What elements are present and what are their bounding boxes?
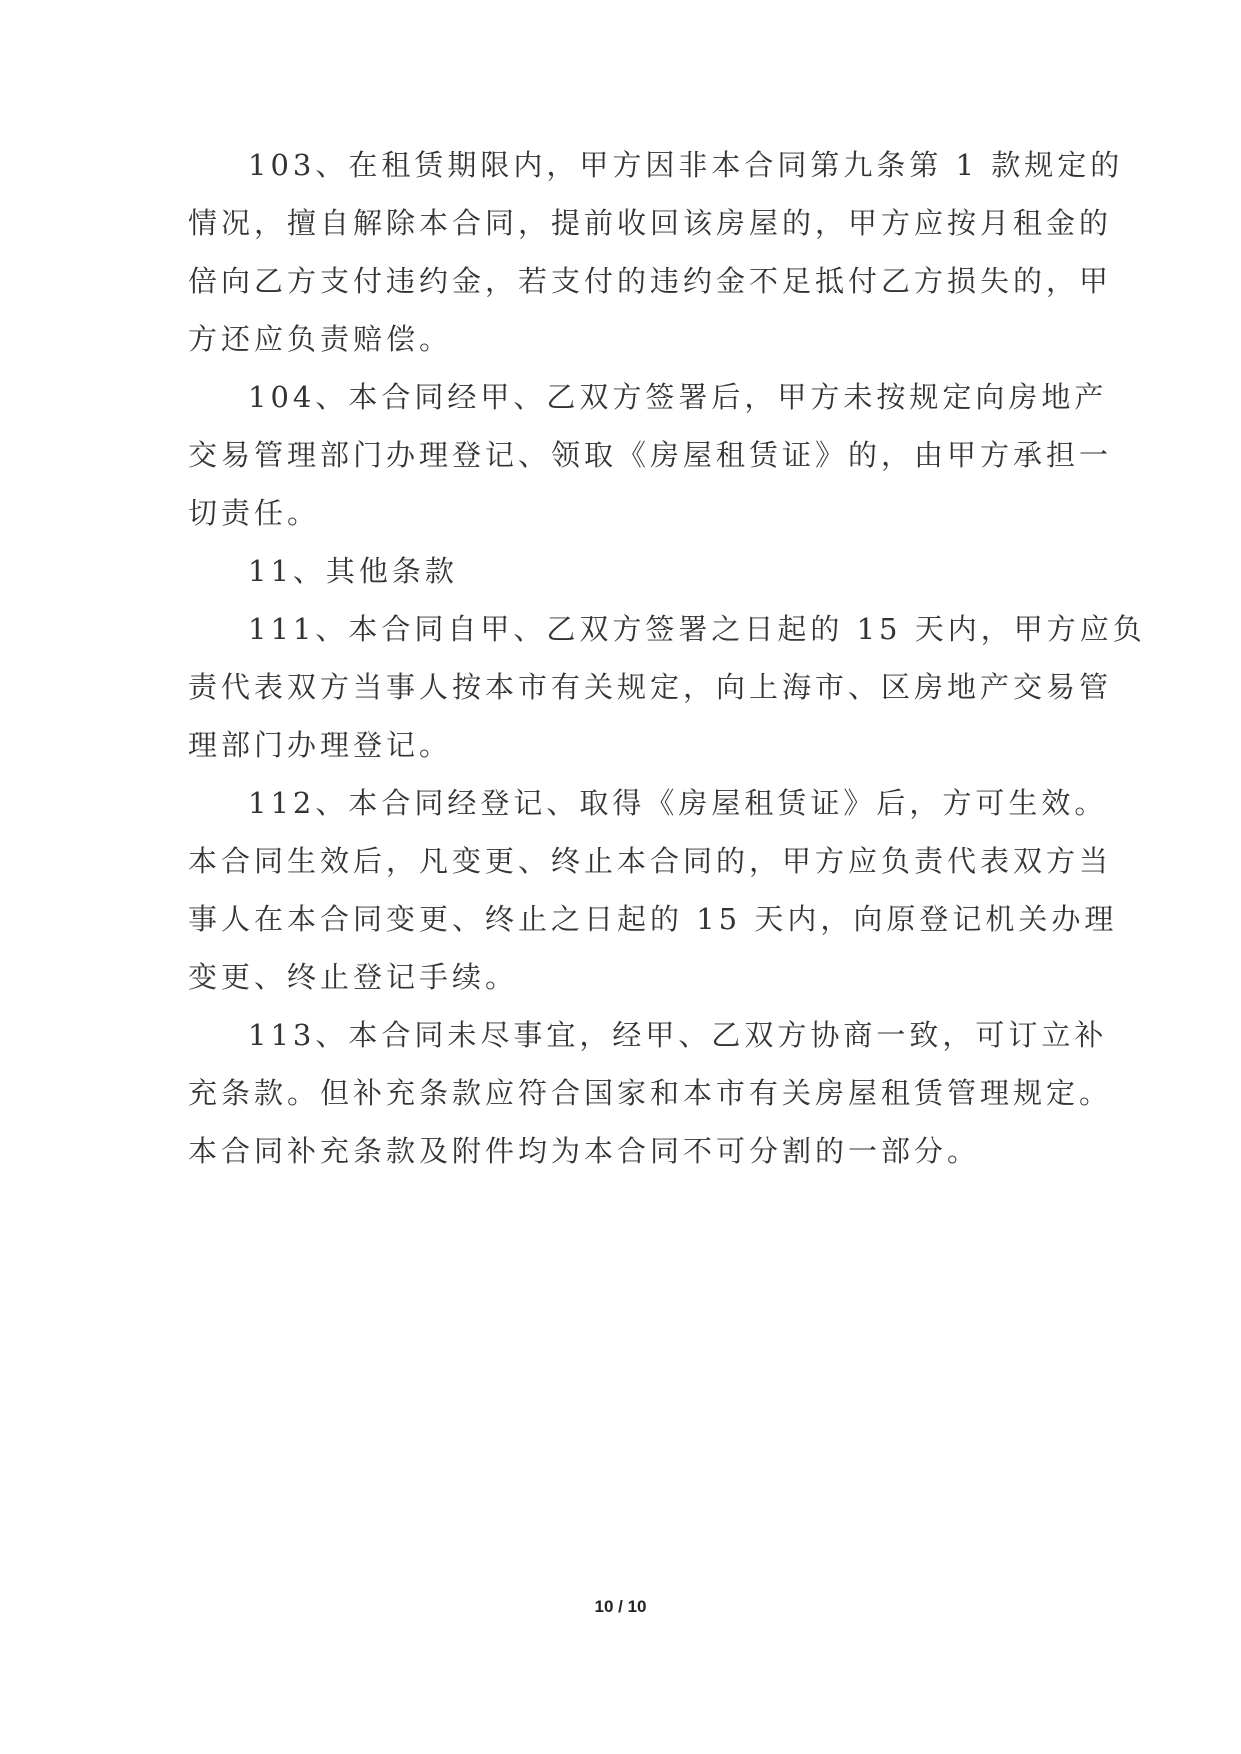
- paragraph-line: 责代表双方当事人按本市有关规定，向上海市、区房地产交易管: [188, 670, 1113, 704]
- paragraph-line: 本合同补充条款及附件均为本合同不可分割的一部分。: [188, 1134, 981, 1168]
- paragraph-line: 111、本合同自甲、乙双方签署之日起的 15 天内，甲方应负: [248, 612, 1146, 646]
- paragraph-line: 充条款。但补充条款应符合国家和本市有关房屋租赁管理规定。: [188, 1076, 1113, 1110]
- section-heading: 11、其他条款: [248, 554, 458, 588]
- paragraph-line: 情况，擅自解除本合同，提前收回该房屋的，甲方应按月租金的: [188, 206, 1113, 240]
- paragraph-line: 理部门办理登记。: [188, 728, 453, 762]
- paragraph-line: 倍向乙方支付违约金，若支付的违约金不足抵付乙方损失的，甲: [188, 264, 1113, 298]
- paragraph-line: 方还应负责赔偿。: [188, 322, 453, 356]
- paragraph-line: 切责任。: [188, 496, 321, 530]
- paragraph-line: 103、在租赁期限内，甲方因非本合同第九条第 1 款规定的: [248, 148, 1124, 182]
- paragraph-line: 104、本合同经甲、乙双方签署后，甲方未按规定向房地产: [248, 380, 1108, 414]
- paragraph-line: 本合同生效后，凡变更、终止本合同的，甲方应负责代表双方当: [188, 844, 1113, 878]
- paragraph-line: 112、本合同经登记、取得《房屋租赁证》后，方可生效。: [248, 786, 1108, 820]
- paragraph-line: 交易管理部门办理登记、领取《房屋租赁证》的，由甲方承担一: [188, 438, 1113, 472]
- paragraph-line: 变更、终止登记手续。: [188, 960, 519, 994]
- page-number: 10 / 10: [594, 1597, 647, 1616]
- paragraph-line: 事人在本合同变更、终止之日起的 15 天内，向原登记机关办理: [188, 902, 1118, 936]
- paragraph-line: 113、本合同未尽事宜，经甲、乙双方协商一致，可订立补: [248, 1018, 1108, 1052]
